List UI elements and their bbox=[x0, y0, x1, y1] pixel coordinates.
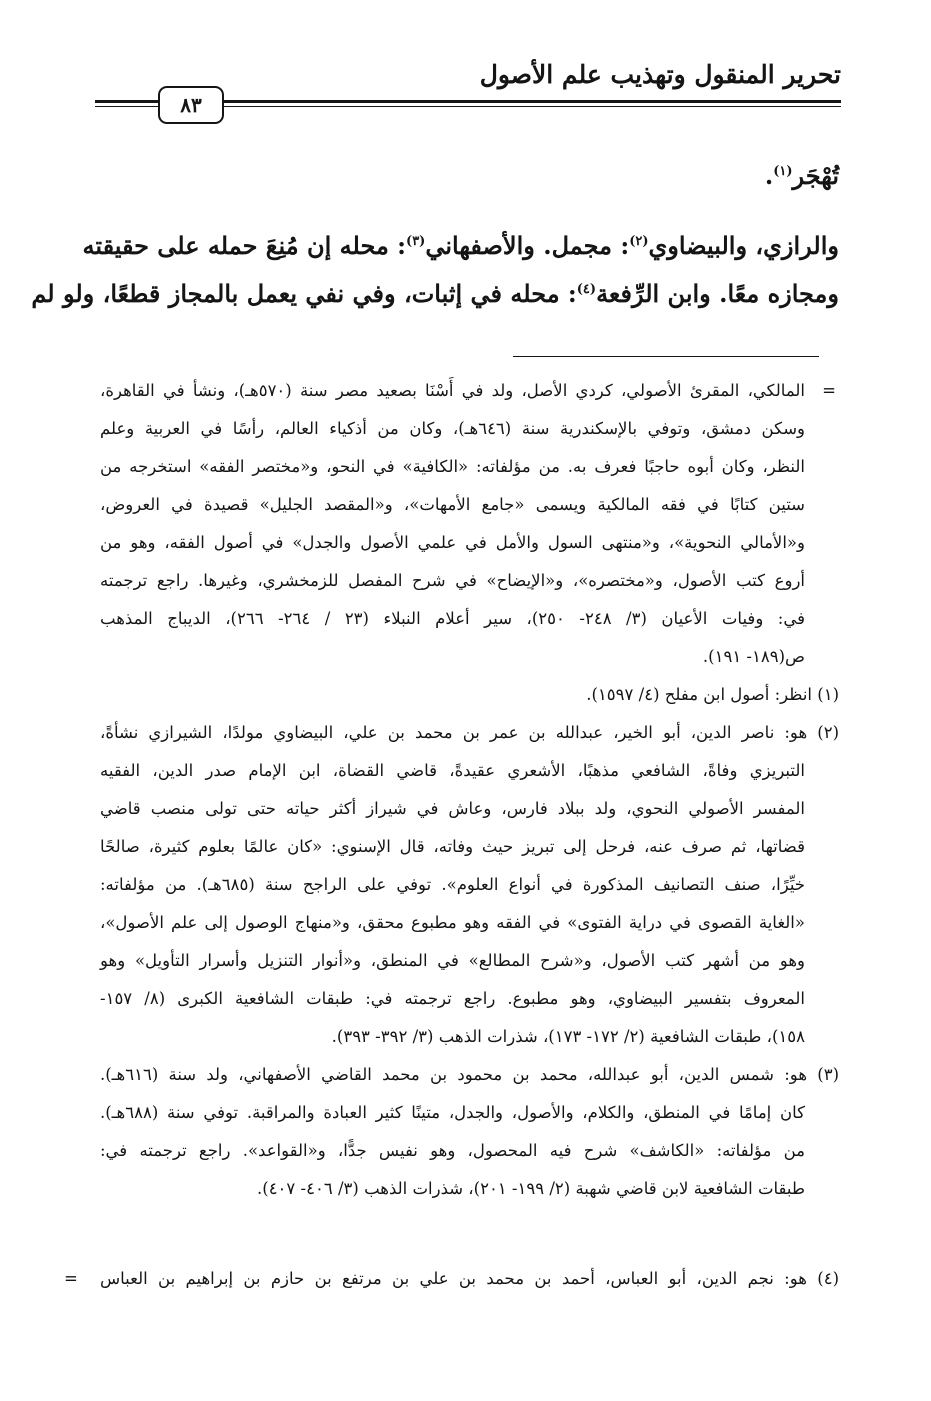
footnote-separator bbox=[513, 356, 819, 357]
main-text-fragment: : مجمل. والأصفهاني bbox=[425, 231, 630, 260]
footnote-3-line: (٣) هو: شمس الدين، أبو عبدالله، محمد بن محمود بن محمد القاضي الأصفهاني، ولد سنة (٦١٦هـ). bbox=[100, 1065, 839, 1084]
continuation-marker: = bbox=[822, 381, 836, 400]
running-book-title: تحرير المنقول وتهذيب علم الأصول bbox=[479, 60, 841, 89]
footnote-2-line: المفسر الأصولي النحوي، ولد ببلاد فارس، وعاش في شيراز أكثر حياته حتى تولى منصب قاضي bbox=[100, 799, 805, 818]
main-text-fragment: . bbox=[764, 161, 774, 190]
footnote-line: ص(١٨٩- ١٩١). bbox=[702, 647, 805, 666]
footnote-4-line: (٤) هو: نجم الدين، أبو العباس، أحمد بن محمد بن علي بن مرتفع بن حازم بن إبراهيم بن العباس bbox=[100, 1269, 839, 1288]
footnote-2-line: «الغاية القصوى في دراية الفتوى» في الفقه وهو مطبوع محقق، و«منهاج الوصول إلى علم الأصول»، bbox=[100, 913, 805, 932]
footnote-3-line: كان إمامًا في المنطق، والكلام، والأصول، والجدل، متينًا كثير العبادة والمراقبة. توفي سنة (٦٨٨هـ). bbox=[100, 1103, 805, 1122]
footnote-3-line: طبقات الشافعية لابن قاضي شهبة (٢/ ١٩٩- ٢٠١)، شذرات الذهب (٣/ ٤٠٦- ٤٠٧). bbox=[257, 1179, 805, 1198]
main-text-fragment: ومجازه معًا. وابن الرِّفعة bbox=[596, 279, 839, 308]
main-text-line bbox=[765, 152, 839, 196]
footnote-ref: (٣) bbox=[406, 234, 426, 249]
main-text-line bbox=[82, 222, 839, 266]
footnote-2-line: المعروف بتفسير البيضاوي، وهو مطبوع. راجع ترجمته في: طبقات الشافعية الكبرى (٨/ ١٥٧- bbox=[100, 989, 805, 1008]
page-number: ٨٣ bbox=[158, 86, 224, 124]
footnote-line: وسكن دمشق، وتوفي بالإسكندرية سنة (٦٤٦هـ)، وكان من أذكياء العالم، رأسًا في العربية وعلم bbox=[100, 419, 805, 438]
footnote-ref: (٤) bbox=[576, 282, 597, 297]
main-text-fragment: والرازي، والبيضاوي bbox=[648, 231, 839, 260]
footnote-2-line: خيِّرًا، صنف التصانيف المذكورة في أنواع العلوم». توفي على الراجح سنة (٦٨٥هـ). من مؤلفاته: bbox=[100, 875, 805, 894]
footnote-line: ستين كتابًا في فقه المالكية ويسمى «جامع الأمهات»، و«المقصد الجليل» قصيدة في العروض، bbox=[100, 495, 805, 514]
footnote-3-line: من مؤلفاته: «الكاشف» شرح فيه المحصول، وهو نفيس جدًّا، و«القواعد». راجع ترجمته في: bbox=[100, 1141, 805, 1160]
footnote-ref: (١) bbox=[773, 164, 793, 179]
footnote-1: (١) انظر: أصول ابن مفلح (٤/ ١٥٩٧). bbox=[586, 685, 839, 704]
footnote-2-line: (٢) هو: ناصر الدين، أبو الخير، عبدالله بن عمر بن محمد بن علي، البيضاوي مولدًا، الشيرازي نشأةً، bbox=[100, 723, 839, 742]
footnote-line: المالكي، المقرئ الأصولي، كردي الأصل، ولد في أَسْنَا بصعيد مصر سنة (٥٧٠هـ)، ونشأ في القاهرة، bbox=[100, 381, 805, 400]
footnote-2-line: وهو من أشهر كتب الأصول، و«شرح المطالع» في المنطق، و«أنوار التنزيل وأسرار التأويل» وهو bbox=[100, 951, 805, 970]
continuation-marker-end: = bbox=[64, 1269, 78, 1288]
footnote-2-line: التبريزي وفاةً، الشافعي مذهبًا، الأشعري عقيدةً، قاضي القضاة، ابن الإمام صدر الدين، الفقيه bbox=[100, 761, 805, 780]
footnote-2-line: ١٥٨)، طبقات الشافعية (٢/ ١٧٢- ١٧٣)، شذرات الذهب (٣/ ٣٩٢- ٣٩٣). bbox=[331, 1027, 805, 1046]
footnote-line: في: وفيات الأعيان (٣/ ٢٤٨- ٢٥٠)، سير أعلام النبلاء (٢٣ / ٢٦٤- ٢٦٦)، الديباج المذهب bbox=[100, 609, 805, 628]
footnote-2-line: قضاتها، ثم صرف عنه، فرحل إلى تبريز حيث وفاته، قال الإسنوي: «كان عالمًا بعلوم كثيرة، صالحًا bbox=[100, 837, 805, 856]
main-text-fragment: : محله في إثبات، وفي نفي يعمل بالمجاز قطعًا، ولو لم bbox=[31, 279, 577, 308]
footnote-line: و«الأمالي النحوية»، و«منتهى السول والأمل في علمي الأصول والجدل» في أصول الفقه، وهو من bbox=[100, 533, 805, 552]
main-text-fragment: تُهْجَر bbox=[792, 161, 839, 190]
footnote-line: النظر، وكان أبوه حاجبًا فعرف به. من مؤلفاته: «الكافية» في النحو، و«مختصر الفقه» استخرجه من bbox=[100, 457, 805, 476]
footnote-ref: (٢) bbox=[629, 234, 649, 249]
main-text-line bbox=[31, 270, 839, 314]
footnote-line: أروع كتب الأصول، و«مختصره»، و«الإيضاح» في شرح المفصل للزمخشري، وغيرها. راجع ترجمته bbox=[100, 571, 805, 590]
main-text-fragment: : محله إن مُنِعَ حمله على حقيقته bbox=[82, 231, 407, 260]
